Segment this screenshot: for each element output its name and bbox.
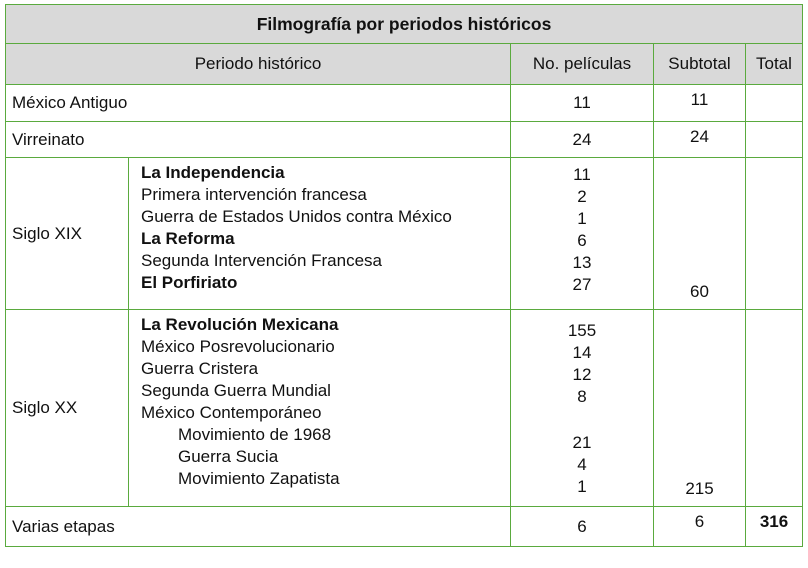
count-item: 13 [572, 253, 592, 272]
count-item: 11 [573, 165, 591, 184]
row-subtotal-virreinato: 24 [654, 122, 746, 158]
row-label-varias-etapas: Varias etapas [6, 507, 511, 547]
row-total-mexico-antiguo [746, 85, 803, 122]
list-item: Segunda Guerra Mundial [141, 381, 331, 400]
row-count-virreinato: 24 [511, 122, 654, 158]
header-subtotal: Subtotal [654, 44, 746, 85]
list-item: Movimiento Zapatista [178, 469, 340, 488]
list-item: México Contemporáneo [141, 403, 322, 422]
siglo-xix-sublist [129, 158, 511, 310]
grand-total: 316 [746, 507, 803, 547]
count-item: 4 [577, 455, 587, 474]
row-subtotal-siglo-xx: 215 [654, 310, 746, 507]
row-total-virreinato [746, 122, 803, 158]
row-label-virreinato: Virreinato [6, 122, 511, 158]
count-item: 27 [572, 275, 592, 294]
list-item: Primera intervención francesa [141, 185, 367, 204]
list-item: La Independencia [141, 163, 285, 182]
row-total-siglo-xix [746, 158, 803, 310]
count-item: 1 [577, 209, 587, 228]
list-item: Segunda Intervención Francesa [141, 251, 382, 270]
header-row [6, 44, 803, 85]
list-item: Movimiento de 1968 [178, 425, 332, 444]
row-count-varias-etapas: 6 [511, 507, 654, 547]
list-item: Guerra de Estados Unidos contra México [141, 207, 452, 226]
row-subtotal-varias-etapas: 6 [654, 507, 746, 547]
table-title: Filmografía por periodos históricos [6, 5, 803, 44]
title-row [6, 5, 803, 44]
count-item: 12 [572, 365, 592, 384]
row-label-mexico-antiguo: México Antiguo [6, 85, 511, 122]
count-item: 6 [577, 231, 587, 250]
count-item [511, 408, 653, 424]
table-row [6, 158, 803, 310]
row-label-siglo-xix: Siglo XIX [6, 158, 129, 310]
row-label-siglo-xx: Siglo XX [6, 310, 129, 507]
table-row [6, 507, 803, 547]
row-total-siglo-xx [746, 310, 803, 507]
filmography-table-container [5, 4, 803, 547]
list-item: Guerra Cristera [141, 359, 259, 378]
table-row [6, 85, 803, 122]
siglo-xx-counts [511, 310, 654, 507]
row-subtotal-siglo-xix: 60 [654, 158, 746, 310]
header-total: Total [746, 44, 803, 85]
list-item: La Revolución Mexicana [141, 315, 339, 334]
count-item: 155 [567, 321, 597, 340]
table-row [6, 122, 803, 158]
siglo-xix-counts [511, 158, 654, 310]
siglo-xx-sublist [129, 310, 511, 507]
filmography-table [5, 4, 803, 547]
header-periodo: Periodo histórico [6, 44, 511, 85]
count-item: 8 [577, 387, 587, 406]
count-item: 21 [572, 433, 592, 452]
count-item: 2 [577, 187, 587, 206]
count-item: 1 [577, 477, 587, 496]
list-item: México Posrevolucionario [141, 337, 335, 356]
row-subtotal-mexico-antiguo: 11 [654, 85, 746, 122]
header-peliculas: No. películas [511, 44, 654, 85]
list-item: El Porfiriato [141, 273, 238, 292]
list-item: Guerra Sucia [178, 447, 279, 466]
table-row [6, 310, 803, 507]
count-item: 14 [572, 343, 592, 362]
row-count-mexico-antiguo: 11 [511, 85, 654, 122]
list-item: La Reforma [141, 229, 235, 248]
